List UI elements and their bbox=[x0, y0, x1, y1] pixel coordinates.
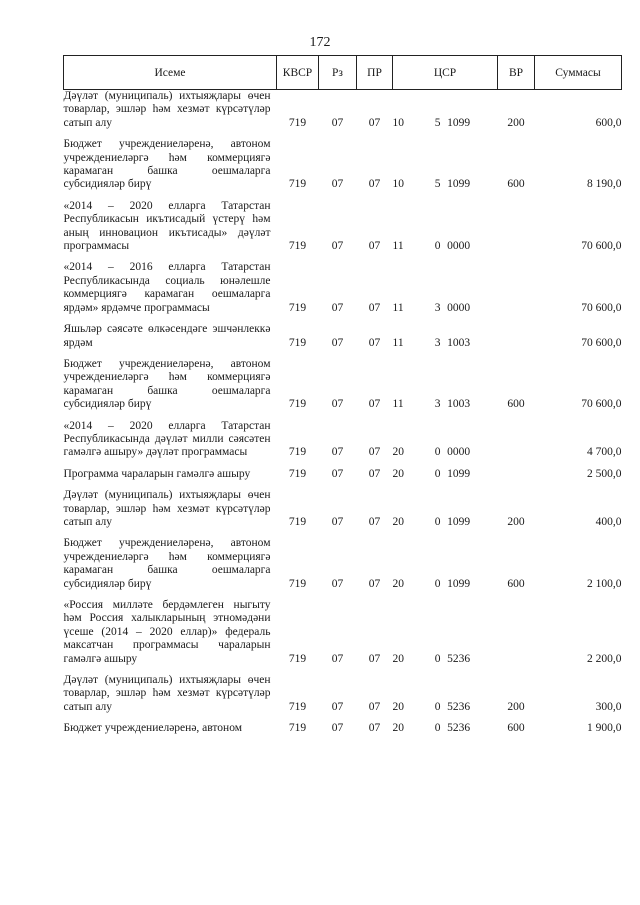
row-kvsr: 719 bbox=[288, 515, 307, 528]
csr-parts-row bbox=[393, 446, 498, 459]
row-csr1: 20 bbox=[392, 467, 404, 480]
table-row bbox=[64, 468, 622, 481]
row-pr: 07 bbox=[368, 398, 381, 411]
table-row bbox=[64, 537, 622, 591]
row-csr1: 20 bbox=[392, 652, 404, 665]
row-kvsr: 719 bbox=[288, 446, 307, 459]
row-sum: 1 900,0 bbox=[587, 722, 622, 735]
row-csr1: 20 bbox=[392, 722, 404, 735]
row-csr3: 1099 bbox=[447, 178, 471, 191]
row-rz: 07 bbox=[331, 446, 344, 459]
row-rz: 07 bbox=[331, 301, 344, 314]
row-name: Бюджет учреждениеләренә, автоном учреждениеләргә һәм коммерциягә карамаган башка оешмаларга субсидияләр бирү bbox=[63, 537, 271, 590]
table-row bbox=[64, 420, 622, 460]
csr-parts bbox=[393, 468, 498, 481]
row-csr3: 1003 bbox=[447, 398, 471, 411]
row-spacer-cell bbox=[64, 130, 622, 138]
csr-parts-row bbox=[393, 578, 498, 591]
row-name: Бюджет учреждениеләренә, автоном учреждениеләргә һәм коммерциягә карамаган башка оешмаларга субсидияләр бирү bbox=[63, 138, 271, 191]
row-kvsr: 719 bbox=[288, 116, 307, 129]
row-vr bbox=[498, 261, 535, 315]
row-csr bbox=[393, 200, 498, 254]
row-kvsr: 719 bbox=[288, 700, 307, 713]
row-sum: 300,0 bbox=[595, 700, 622, 713]
header-name: Исеме bbox=[64, 56, 277, 90]
row-kvsr: 719 bbox=[288, 178, 307, 191]
row-csr bbox=[393, 420, 498, 460]
row-spacer-cell bbox=[64, 481, 622, 489]
row-pr: 07 bbox=[368, 652, 381, 665]
row-rz: 07 bbox=[331, 178, 344, 191]
row-csr3: 5236 bbox=[447, 700, 471, 713]
row-spacer-cell bbox=[64, 666, 622, 674]
row-csr2: 0 bbox=[434, 722, 441, 735]
table-row bbox=[64, 200, 622, 254]
row-name: «Россия милләте бердәмлеген ныгыту һәм Россия халыкларының этномәдәни үсеше (2014 – 2020 еллар)» федераль максатчан программасы чараларын гамәлгә ашыру bbox=[63, 599, 271, 665]
row-csr2: 0 bbox=[434, 467, 441, 480]
row-rz: 07 bbox=[331, 652, 344, 665]
table-row bbox=[64, 138, 622, 192]
row-rz: 07 bbox=[331, 722, 344, 735]
row-spacer bbox=[64, 192, 622, 200]
header-sum: Суммасы bbox=[535, 56, 622, 90]
row-csr2: 0 bbox=[434, 446, 441, 459]
row-sum: 400,0 bbox=[595, 515, 622, 528]
row-vr bbox=[498, 200, 535, 254]
row-spacer bbox=[64, 130, 622, 138]
row-vr: 600 bbox=[507, 577, 525, 590]
row-name: Бюджет учреждениеләренә, автоном bbox=[63, 722, 243, 735]
row-spacer bbox=[64, 315, 622, 323]
csr-parts-row bbox=[393, 653, 498, 666]
csr-parts-row bbox=[393, 398, 498, 411]
row-spacer bbox=[64, 460, 622, 468]
row-spacer bbox=[64, 253, 622, 261]
header-kvsr: КВСР bbox=[277, 56, 319, 90]
row-csr1: 11 bbox=[392, 398, 404, 411]
row-sum: 2 100,0 bbox=[587, 577, 622, 590]
row-kvsr: 719 bbox=[288, 398, 307, 411]
row-spacer bbox=[64, 666, 622, 674]
row-csr1: 10 bbox=[392, 178, 404, 191]
row-sum: 2 500,0 bbox=[587, 467, 622, 480]
row-spacer bbox=[64, 529, 622, 537]
row-kvsr: 719 bbox=[288, 722, 307, 735]
csr-parts bbox=[393, 701, 498, 714]
csr-parts bbox=[393, 446, 498, 459]
row-spacer bbox=[64, 714, 622, 722]
row-sum: 4 700,0 bbox=[587, 446, 622, 459]
row-spacer-cell bbox=[64, 460, 622, 468]
csr-parts bbox=[393, 240, 498, 253]
page-number: 172 bbox=[309, 35, 331, 50]
csr-parts bbox=[393, 117, 498, 130]
row-pr: 07 bbox=[368, 301, 381, 314]
row-vr bbox=[498, 323, 535, 350]
row-vr bbox=[498, 420, 535, 460]
row-csr2: 0 bbox=[434, 240, 441, 253]
csr-parts bbox=[393, 578, 498, 591]
row-rz: 07 bbox=[331, 240, 344, 253]
row-csr1: 20 bbox=[392, 446, 404, 459]
row-csr3: 0000 bbox=[447, 446, 471, 459]
row-csr3: 0000 bbox=[447, 301, 471, 314]
row-pr: 07 bbox=[368, 722, 381, 735]
row-pr: 07 bbox=[368, 240, 381, 253]
row-rz: 07 bbox=[331, 467, 344, 480]
row-vr: 200 bbox=[507, 700, 525, 713]
row-csr2: 0 bbox=[434, 515, 441, 528]
row-csr bbox=[393, 489, 498, 529]
row-vr: 600 bbox=[507, 178, 525, 191]
row-csr3: 0000 bbox=[447, 240, 471, 253]
row-pr: 07 bbox=[368, 515, 381, 528]
row-pr: 07 bbox=[368, 446, 381, 459]
row-pr: 07 bbox=[368, 116, 381, 129]
row-name: Бюджет учреждениеләренә, автоном учреждениеләргә һәм коммерциягә карамаган башка оешмаларга субсидияләр бирү bbox=[63, 357, 271, 411]
row-csr bbox=[393, 537, 498, 591]
row-csr2: 3 bbox=[434, 398, 441, 411]
row-sum: 2 200,0 bbox=[587, 652, 622, 665]
table-row bbox=[64, 261, 622, 315]
csr-parts bbox=[393, 516, 498, 529]
row-sum: 600,0 bbox=[595, 116, 622, 129]
row-spacer-cell bbox=[64, 412, 622, 420]
row-spacer-cell bbox=[64, 253, 622, 261]
csr-parts bbox=[393, 302, 498, 315]
row-csr2: 3 bbox=[434, 301, 441, 314]
row-kvsr: 719 bbox=[288, 652, 307, 665]
row-kvsr: 719 bbox=[288, 301, 307, 314]
row-csr1: 20 bbox=[392, 515, 404, 528]
csr-parts-row bbox=[393, 240, 498, 253]
row-csr bbox=[393, 468, 498, 481]
row-csr bbox=[393, 599, 498, 666]
row-pr: 07 bbox=[368, 336, 381, 349]
header-pr: ПР bbox=[357, 56, 393, 90]
csr-parts-row bbox=[393, 701, 498, 714]
row-name: «2014 – 2020 елларга Татарстан Республикасын икътисадый үстерү һәм аның инновацион икътисады» дәүләт программасы bbox=[63, 199, 271, 253]
csr-parts bbox=[393, 653, 498, 666]
row-csr3: 1099 bbox=[447, 467, 471, 480]
csr-parts-row bbox=[393, 302, 498, 315]
csr-parts-row bbox=[393, 722, 498, 735]
budget-table bbox=[63, 55, 622, 736]
row-rz: 07 bbox=[331, 577, 344, 590]
csr-parts bbox=[393, 337, 498, 350]
table-header-row bbox=[64, 56, 622, 90]
row-rz: 07 bbox=[331, 398, 344, 411]
row-csr2: 0 bbox=[434, 652, 441, 665]
row-name: «2014 – 2016 елларга Татарстан Республикасында социаль юнәлешле коммерциягә карамаган оешмаларга ярдәм» ярдәмче программасы bbox=[63, 261, 271, 314]
table-row bbox=[64, 722, 622, 735]
row-vr: 600 bbox=[507, 722, 525, 735]
csr-parts-row bbox=[393, 337, 498, 350]
row-csr3: 5236 bbox=[447, 722, 471, 735]
row-vr: 600 bbox=[507, 398, 525, 411]
row-csr bbox=[393, 261, 498, 315]
csr-parts-row bbox=[393, 516, 498, 529]
table-row bbox=[64, 358, 622, 412]
row-kvsr: 719 bbox=[288, 577, 307, 590]
row-csr bbox=[393, 323, 498, 350]
row-kvsr: 719 bbox=[288, 467, 307, 480]
row-csr bbox=[393, 138, 498, 192]
row-csr2: 0 bbox=[434, 700, 441, 713]
row-vr bbox=[498, 468, 535, 481]
row-csr1: 11 bbox=[392, 240, 404, 253]
table-row bbox=[64, 323, 622, 350]
row-sum: 70 600,0 bbox=[581, 301, 622, 314]
row-csr3: 1099 bbox=[447, 116, 471, 129]
csr-parts bbox=[393, 178, 498, 191]
row-spacer-cell bbox=[64, 315, 622, 323]
row-csr1: 20 bbox=[392, 700, 404, 713]
header-rz: Рз bbox=[319, 56, 357, 90]
row-csr bbox=[393, 722, 498, 735]
row-pr: 07 bbox=[368, 467, 381, 480]
header-csr: ЦСР bbox=[393, 56, 498, 90]
row-csr3: 1099 bbox=[447, 577, 471, 590]
table-body bbox=[64, 90, 622, 736]
row-sum: 70 600,0 bbox=[581, 336, 622, 349]
row-spacer-cell bbox=[64, 714, 622, 722]
row-csr2: 5 bbox=[434, 116, 441, 129]
row-pr: 07 bbox=[368, 577, 381, 590]
row-spacer bbox=[64, 412, 622, 420]
row-spacer-cell bbox=[64, 529, 622, 537]
row-spacer bbox=[64, 591, 622, 599]
csr-parts bbox=[393, 722, 498, 735]
row-sum: 8 190,0 bbox=[587, 178, 622, 191]
row-kvsr: 719 bbox=[288, 240, 307, 253]
row-csr1: 20 bbox=[392, 577, 404, 590]
row-spacer bbox=[64, 481, 622, 489]
row-csr1: 11 bbox=[392, 301, 404, 314]
row-vr: 200 bbox=[507, 515, 525, 528]
row-csr2: 5 bbox=[434, 178, 441, 191]
row-rz: 07 bbox=[331, 116, 344, 129]
csr-parts bbox=[393, 398, 498, 411]
row-spacer-cell bbox=[64, 350, 622, 358]
table-row bbox=[64, 90, 622, 131]
row-vr bbox=[498, 599, 535, 666]
row-name: Дәүләт (муниципаль) ихтыяҗлары өчен товарлар, эшләр һәм хезмәт күрсәтүләр сатып алу bbox=[63, 674, 271, 713]
row-csr3: 1099 bbox=[447, 515, 471, 528]
csr-parts-row bbox=[393, 178, 498, 191]
row-csr3: 1003 bbox=[447, 336, 471, 349]
row-csr bbox=[393, 90, 498, 131]
row-name: «2014 – 2020 елларга Татарстан Республикасында дәүләт милли сәясәтен гамәлгә ашыру» дәүләт программасы bbox=[63, 419, 271, 459]
row-sum: 70 600,0 bbox=[581, 398, 622, 411]
row-rz: 07 bbox=[331, 336, 344, 349]
row-csr2: 0 bbox=[434, 577, 441, 590]
row-name: Программа чараларын гамәлгә ашыру bbox=[63, 467, 251, 480]
row-csr1: 10 bbox=[392, 116, 404, 129]
row-csr bbox=[393, 358, 498, 412]
row-csr2: 3 bbox=[434, 336, 441, 349]
row-rz: 07 bbox=[331, 515, 344, 528]
table-row bbox=[64, 674, 622, 714]
row-vr: 200 bbox=[507, 116, 525, 129]
row-name: Дәүләт (муниципаль) ихтыяҗлары өчен товарлар, эшләр һәм хезмәт күрсәтүләр сатып алу bbox=[63, 489, 271, 528]
row-csr bbox=[393, 674, 498, 714]
row-spacer-cell bbox=[64, 591, 622, 599]
csr-parts-row bbox=[393, 117, 498, 130]
header-vr: ВР bbox=[498, 56, 535, 90]
row-csr1: 11 bbox=[392, 336, 404, 349]
row-sum: 70 600,0 bbox=[581, 240, 622, 253]
csr-parts-row bbox=[393, 468, 498, 481]
row-spacer bbox=[64, 350, 622, 358]
row-spacer-cell bbox=[64, 192, 622, 200]
table-row bbox=[64, 489, 622, 529]
row-pr: 07 bbox=[368, 700, 381, 713]
row-name: Яшьләр сәясәте өлкәсендәге эшчәнлеккә ярдәм bbox=[63, 323, 271, 349]
row-name: Дәүләт (муниципаль) ихтыяҗлары өчен товарлар, эшләр һәм хезмәт күрсәтүләр сатып алу bbox=[63, 90, 271, 129]
row-csr3: 5236 bbox=[447, 652, 471, 665]
table-row bbox=[64, 599, 622, 666]
row-kvsr: 719 bbox=[288, 336, 307, 349]
row-pr: 07 bbox=[368, 178, 381, 191]
row-rz: 07 bbox=[331, 700, 344, 713]
